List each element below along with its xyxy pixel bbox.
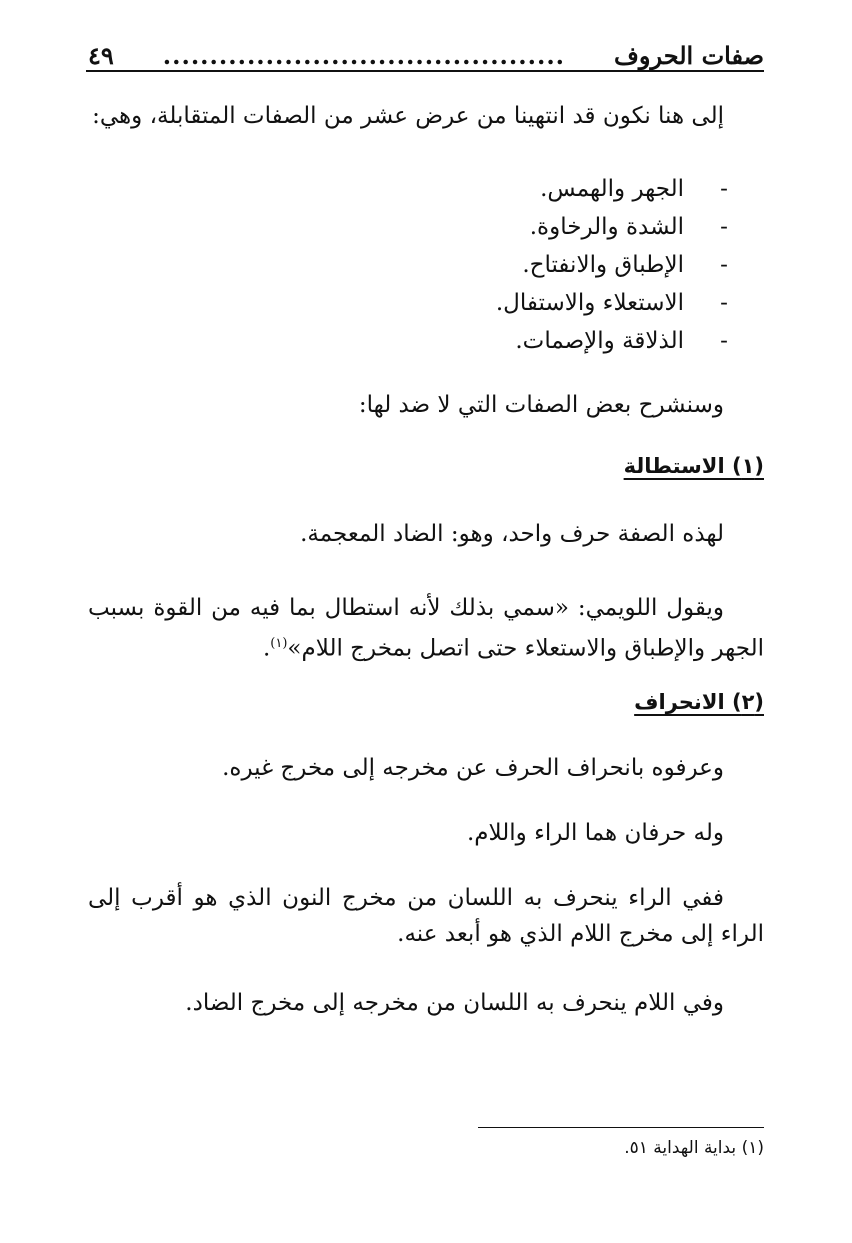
list-marker: - <box>720 176 728 202</box>
list-marker: - <box>720 328 728 354</box>
list-item-text: الاستعلاء والاستفال. <box>495 290 684 316</box>
list-marker: - <box>720 214 728 240</box>
paragraph: وعرفوه بانحراف الحرف عن مخرجه إلى مخرج غيره. <box>222 755 724 781</box>
list-marker: - <box>720 290 728 316</box>
quote-text: ويقول اللويمي: «سمي بذلك لأنه استطال بما فيه من القوة بسبب الجهر والإطباق والاستعلاء حتى اتصل بمخرج اللام» <box>88 595 764 662</box>
list-item <box>88 284 764 322</box>
paired-attributes-list <box>88 170 764 360</box>
intro-paragraph: إلى هنا نكون قد انتهينا من عرض عشر من الصفات المتقابلة، وهي: <box>92 103 724 129</box>
section-heading-istitala: (١) الاستطالة <box>623 454 764 478</box>
header-rule <box>86 70 764 72</box>
list-item <box>88 246 764 284</box>
page-number: ٤٩ <box>88 41 114 70</box>
list-item <box>88 170 764 208</box>
paragraph: لهذه الصفة حرف واحد، وهو: الضاد المعجمة. <box>300 521 724 547</box>
list-item-text: الإطباق والانفتاح. <box>522 252 684 278</box>
lead-in-paragraph: وسنشرح بعض الصفات التي لا ضد لها: <box>358 392 724 418</box>
header-title: صفات الحروف <box>614 41 764 70</box>
footnote: (١) بداية الهداية ٥١. <box>624 1138 764 1158</box>
list-item-text: الشدة والرخاوة. <box>529 214 684 240</box>
paragraph: وفي اللام ينحرف به اللسان من مخرجه إلى مخرج الضاد. <box>185 990 724 1016</box>
quote-end: . <box>262 635 271 662</box>
header-leader: ........................................... <box>162 41 566 70</box>
paragraph: ففي الراء ينحرف به اللسان من مخرج النون الذي هو أقرب إلى الراء إلى مخرج اللام الذي هو أبعد عنه. <box>88 885 764 947</box>
running-header <box>88 30 764 70</box>
list-item-text: الذلاقة والإصمات. <box>515 328 684 354</box>
quote-paragraph <box>88 590 764 667</box>
list-item <box>88 208 764 246</box>
footnote-rule <box>478 1127 764 1128</box>
list-item <box>88 322 764 360</box>
section-heading-inhiraf: (٢) الانحراف <box>634 690 764 714</box>
paragraph: وله حرفان هما الراء واللام. <box>467 820 724 846</box>
list-item-text: الجهر والهمس. <box>540 176 684 202</box>
list-marker: - <box>720 252 728 278</box>
footnote-reference: (١) <box>270 636 288 651</box>
